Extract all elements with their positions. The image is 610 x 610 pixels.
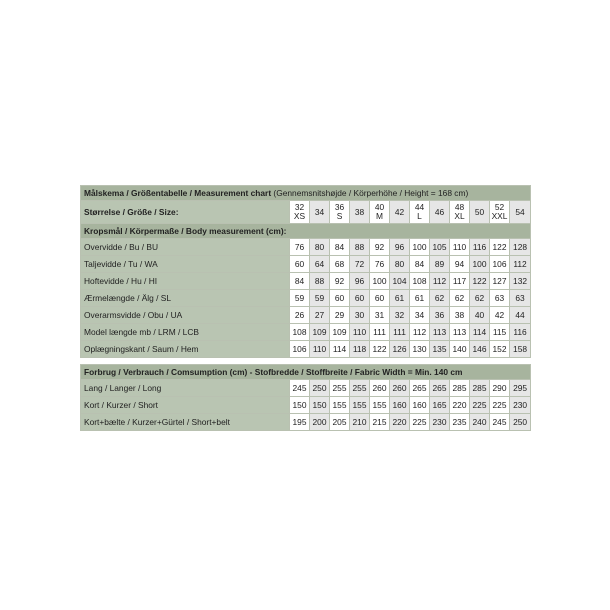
body-measurement-row-value: 29 xyxy=(330,307,350,324)
body-measurement-row-value: 106 xyxy=(290,341,310,358)
body-measurement-row-value: 109 xyxy=(310,324,330,341)
body-measurement-row-value: 60 xyxy=(290,256,310,273)
body-measurement-row xyxy=(81,324,531,341)
consumption-row-value: 240 xyxy=(470,414,490,431)
body-measurement-row-value: 126 xyxy=(390,341,410,358)
body-measurement-row-value: 84 xyxy=(410,256,430,273)
body-measurement-row-value: 140 xyxy=(450,341,470,358)
consumption-row-value: 250 xyxy=(510,414,531,431)
body-measurement-row-label: Model længde mb / LRM / LCB xyxy=(81,324,290,341)
body-measurement-row-value: 127 xyxy=(490,273,510,290)
body-measurement-row-label: Taljevidde / Tu / WA xyxy=(81,256,290,273)
size-cell xyxy=(370,201,390,224)
body-measurement-row-value: 132 xyxy=(510,273,531,290)
consumption-row-value: 295 xyxy=(510,380,531,397)
body-measurement-row-value: 122 xyxy=(470,273,490,290)
body-measurement-row xyxy=(81,341,531,358)
size-number: 46 xyxy=(434,206,445,217)
consumption-row-value: 285 xyxy=(450,380,470,397)
body-measurement-row-value: 42 xyxy=(490,307,510,324)
size-number: 32 xyxy=(294,202,305,212)
consumption-row-value: 165 xyxy=(430,397,450,414)
body-section-header: Kropsmål / Körpermaße / Body measurement (cm): xyxy=(81,224,531,239)
body-measurement-row xyxy=(81,256,531,273)
body-measurement-row-label: Ærmelængde / Älg / SL xyxy=(81,290,290,307)
chart-title xyxy=(81,186,531,201)
body-measurement-row-value: 88 xyxy=(350,239,370,256)
size-letter: XS xyxy=(293,211,306,221)
body-measurement-row-value: 100 xyxy=(410,239,430,256)
consumption-row-value: 285 xyxy=(470,380,490,397)
size-letter: L xyxy=(417,211,422,221)
body-measurement-row-label: Hoftevidde / Hu / HI xyxy=(81,273,290,290)
body-measurement-row-value: 32 xyxy=(390,307,410,324)
body-measurement-row-value: 84 xyxy=(330,239,350,256)
body-measurement-row-value: 64 xyxy=(310,256,330,273)
size-cell xyxy=(430,201,450,224)
body-measurement-row-value: 100 xyxy=(470,256,490,273)
body-measurement-row-value: 26 xyxy=(290,307,310,324)
size-cell xyxy=(330,201,350,224)
chart-title-height-note: (Gennemsnitshøjde / Körperhöhe / Height = 168 cm) xyxy=(271,187,469,198)
body-measurement-row-value: 94 xyxy=(450,256,470,273)
size-number: 38 xyxy=(354,206,365,217)
size-cell xyxy=(310,201,330,224)
consumption-row-value: 265 xyxy=(410,380,430,397)
consumption-row xyxy=(81,414,531,431)
body-measurement-row-value: 36 xyxy=(430,307,450,324)
consumption-table xyxy=(80,364,531,431)
body-measurement-row-value: 112 xyxy=(410,324,430,341)
body-measurement-row-value: 106 xyxy=(490,256,510,273)
consumption-row-value: 155 xyxy=(330,397,350,414)
consumption-row-value: 155 xyxy=(370,397,390,414)
consumption-row-value: 260 xyxy=(390,380,410,397)
body-measurement-row-label: Oplægningskant / Saum / Hem xyxy=(81,341,290,358)
body-measurement-row-value: 135 xyxy=(430,341,450,358)
consumption-row-label: Kort / Kurzer / Short xyxy=(81,397,290,414)
consumption-row-value: 220 xyxy=(450,397,470,414)
body-measurement-row-value: 34 xyxy=(410,307,430,324)
consumption-row-value: 255 xyxy=(330,380,350,397)
body-measurement-row-value: 72 xyxy=(350,256,370,273)
body-measurement-row-value: 112 xyxy=(430,273,450,290)
body-measurement-row-value: 108 xyxy=(290,324,310,341)
body-measurement-row-value: 110 xyxy=(450,239,470,256)
body-measurement-row-value: 112 xyxy=(510,256,531,273)
size-number: 44 xyxy=(414,202,425,212)
consumption-row-value: 250 xyxy=(310,380,330,397)
body-measurement-row-value: 130 xyxy=(410,341,430,358)
body-measurement-row-value: 80 xyxy=(390,256,410,273)
size-number: 40 xyxy=(374,202,385,212)
consumption-row-value: 265 xyxy=(430,380,450,397)
body-measurement-row-value: 92 xyxy=(370,239,390,256)
body-measurement-row-value: 62 xyxy=(470,290,490,307)
body-measurement-row-value: 76 xyxy=(290,239,310,256)
body-measurement-row-value: 63 xyxy=(490,290,510,307)
body-measurement-row-value: 96 xyxy=(350,273,370,290)
body-measurement-row-value: 152 xyxy=(490,341,510,358)
chart-title-row xyxy=(81,186,531,201)
body-measurement-row-value: 110 xyxy=(310,341,330,358)
body-measurement-row-value: 60 xyxy=(350,290,370,307)
body-measurement-row-value: 116 xyxy=(470,239,490,256)
size-cell xyxy=(290,201,310,224)
body-measurement-row-value: 68 xyxy=(330,256,350,273)
body-measurement-row-value: 113 xyxy=(430,324,450,341)
body-measurement-row-value: 92 xyxy=(330,273,350,290)
body-measurement-row-value: 118 xyxy=(350,341,370,358)
consumption-row-value: 195 xyxy=(290,414,310,431)
body-measurement-row-value: 128 xyxy=(510,239,531,256)
size-number: 48 xyxy=(454,202,465,212)
body-measurement-row-value: 59 xyxy=(290,290,310,307)
body-measurement-row-value: 62 xyxy=(450,290,470,307)
consumption-row-value: 255 xyxy=(350,380,370,397)
size-cell xyxy=(510,201,531,224)
consumption-section-header-row xyxy=(81,365,531,380)
body-measurement-rows xyxy=(81,239,531,358)
body-measurement-row-value: 44 xyxy=(510,307,531,324)
body-measurement-row-value: 111 xyxy=(390,324,410,341)
body-measurement-row-label: Overvidde / Bu / BU xyxy=(81,239,290,256)
body-measurement-row-value: 116 xyxy=(510,324,531,341)
consumption-row-value: 230 xyxy=(430,414,450,431)
size-letter: XL xyxy=(454,211,465,221)
body-measurement-row-value: 60 xyxy=(370,290,390,307)
size-letter: XXL xyxy=(491,211,508,221)
consumption-row-label: Kort+bælte / Kurzer+Gürtel / Short+belt xyxy=(81,414,290,431)
consumption-row-value: 245 xyxy=(490,414,510,431)
consumption-row-value: 160 xyxy=(410,397,430,414)
consumption-row-value: 155 xyxy=(350,397,370,414)
measurement-chart xyxy=(80,185,530,431)
size-number: 50 xyxy=(474,206,485,217)
body-section-header-row xyxy=(81,224,531,239)
body-measurement-row-value: 31 xyxy=(370,307,390,324)
body-measurement-row-value: 122 xyxy=(370,341,390,358)
consumption-row-value: 150 xyxy=(290,397,310,414)
body-measurement-row-value: 59 xyxy=(310,290,330,307)
body-measurement-row xyxy=(81,307,531,324)
consumption-section-header: Forbrug / Verbrauch / Comsumption (cm) - Stofbredde / Stoffbreite / Fabric Width = Min. 140 cm xyxy=(81,365,531,380)
size-number: 54 xyxy=(515,206,525,217)
consumption-row-value: 290 xyxy=(490,380,510,397)
size-letter: S xyxy=(336,211,343,221)
body-measurement-row-value: 111 xyxy=(370,324,390,341)
consumption-row-value: 220 xyxy=(390,414,410,431)
body-measurement-row-value: 61 xyxy=(390,290,410,307)
body-measurement-row-value: 104 xyxy=(390,273,410,290)
body-measurement-row-value: 100 xyxy=(370,273,390,290)
body-measurement-row-value: 40 xyxy=(470,307,490,324)
size-number: 52 xyxy=(494,202,505,212)
consumption-row-value: 160 xyxy=(390,397,410,414)
body-measurement-row-value: 89 xyxy=(430,256,450,273)
body-measurement-row-value: 117 xyxy=(450,273,470,290)
consumption-row-value: 235 xyxy=(450,414,470,431)
measurement-table xyxy=(80,185,531,358)
consumption-row-value: 225 xyxy=(470,397,490,414)
consumption-row-value: 245 xyxy=(290,380,310,397)
size-cell xyxy=(390,201,410,224)
size-row-label: Størrelse / Größe / Size: xyxy=(81,201,290,224)
consumption-row-value: 150 xyxy=(310,397,330,414)
consumption-row-value: 200 xyxy=(310,414,330,431)
body-measurement-row-value: 80 xyxy=(310,239,330,256)
consumption-rows xyxy=(81,380,531,431)
body-measurement-row-value: 61 xyxy=(410,290,430,307)
consumption-row-value: 215 xyxy=(370,414,390,431)
body-measurement-row-value: 96 xyxy=(390,239,410,256)
size-letter: M xyxy=(376,211,383,221)
body-measurement-row-value: 146 xyxy=(470,341,490,358)
size-number: 34 xyxy=(314,206,325,217)
consumption-row xyxy=(81,380,531,397)
body-measurement-row-value: 63 xyxy=(510,290,531,307)
size-number: 36 xyxy=(334,202,345,212)
body-measurement-row-value: 38 xyxy=(450,307,470,324)
consumption-row-value: 260 xyxy=(370,380,390,397)
body-measurement-row-value: 76 xyxy=(370,256,390,273)
body-measurement-row xyxy=(81,290,531,307)
consumption-row xyxy=(81,397,531,414)
consumption-row-value: 230 xyxy=(510,397,531,414)
body-measurement-row-value: 158 xyxy=(510,341,531,358)
size-cell xyxy=(490,201,510,224)
size-number: 42 xyxy=(394,206,405,217)
size-cell xyxy=(350,201,370,224)
body-measurement-row-value: 88 xyxy=(310,273,330,290)
consumption-row-value: 225 xyxy=(410,414,430,431)
body-measurement-row-value: 84 xyxy=(290,273,310,290)
body-measurement-row xyxy=(81,239,531,256)
body-measurement-row-value: 62 xyxy=(430,290,450,307)
body-measurement-row-value: 109 xyxy=(330,324,350,341)
body-measurement-row xyxy=(81,273,531,290)
chart-title-bold: Målskema / Größentabelle / Measurement chart xyxy=(84,187,272,198)
size-cell xyxy=(450,201,470,224)
size-cell xyxy=(410,201,430,224)
size-row xyxy=(81,201,531,224)
body-measurement-row-value: 30 xyxy=(350,307,370,324)
body-measurement-row-value: 122 xyxy=(490,239,510,256)
body-measurement-row-value: 114 xyxy=(330,341,350,358)
body-measurement-row-value: 114 xyxy=(470,324,490,341)
consumption-row-value: 205 xyxy=(330,414,350,431)
body-measurement-row-value: 113 xyxy=(450,324,470,341)
body-measurement-row-label: Overarmsvidde / Obu / UA xyxy=(81,307,290,324)
body-measurement-row-value: 110 xyxy=(350,324,370,341)
consumption-row-value: 225 xyxy=(490,397,510,414)
size-cell xyxy=(470,201,490,224)
consumption-row-label: Lang / Langer / Long xyxy=(81,380,290,397)
body-measurement-row-value: 27 xyxy=(310,307,330,324)
body-measurement-row-value: 115 xyxy=(490,324,510,341)
consumption-row-value: 210 xyxy=(350,414,370,431)
body-measurement-row-value: 108 xyxy=(410,273,430,290)
body-measurement-row-value: 60 xyxy=(330,290,350,307)
body-measurement-row-value: 105 xyxy=(430,239,450,256)
